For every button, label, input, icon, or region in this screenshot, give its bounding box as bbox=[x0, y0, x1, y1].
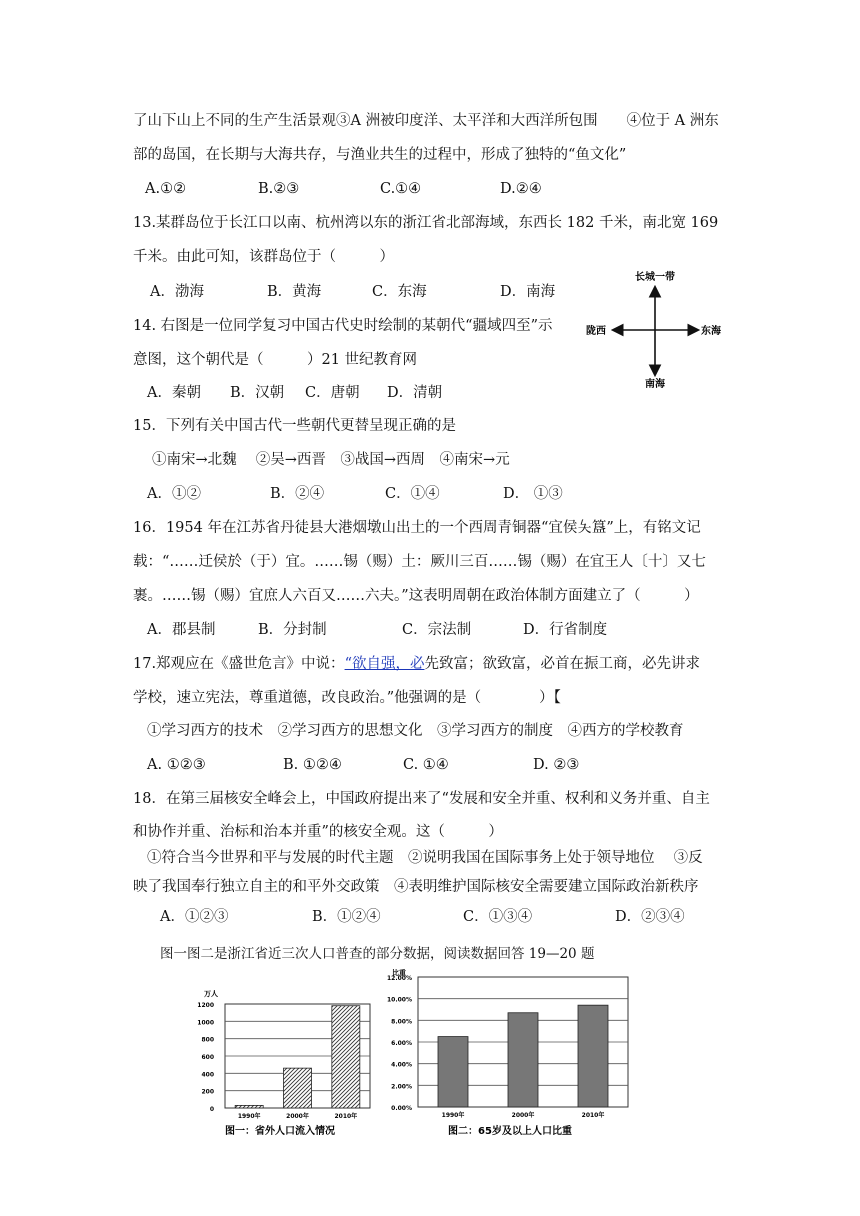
q12-option-c: C.①④ bbox=[380, 181, 422, 197]
q14-option-c: C．唐朝 bbox=[305, 385, 360, 401]
x-tick-label: 1990年 bbox=[441, 1112, 465, 1119]
x-tick-label: 2000年 bbox=[511, 1112, 535, 1119]
y-tick-label: 1200 bbox=[197, 1002, 214, 1009]
q16-stem-line-1: 16．1954 年在江苏省丹徒县大港烟墩山出土的一个西周青铜器“宜侯夨簋”上，有铭文记 bbox=[133, 520, 701, 536]
y-axis-label: 比重 bbox=[392, 969, 406, 977]
q17-choices: ①学习西方的技术 ②学习西方的思想文化 ③学习西方的制度 ④西方的学校教育 bbox=[147, 723, 684, 739]
figure-intro: 图一图二是浙江省近三次人口普查的部分数据，阅读数据回答 19—20 题 bbox=[160, 946, 595, 962]
q16-option-d: D．行省制度 bbox=[523, 622, 608, 638]
q14-option-b: B．汉朝 bbox=[230, 385, 285, 401]
compass-label-south: 南海 bbox=[645, 379, 665, 390]
x-tick-label: 2010年 bbox=[334, 1113, 358, 1120]
q12-option-b: B.②③ bbox=[258, 181, 300, 197]
q13-option-a: A．渤海 bbox=[150, 284, 204, 300]
q18-choices-line-1: ①符合当今世界和平与发展的时代主题 ②说明我国在国际事务上处于领导地位 ③反 bbox=[147, 850, 703, 866]
q13-option-c: C．东海 bbox=[372, 284, 427, 300]
y-tick-label: 1000 bbox=[197, 1019, 214, 1027]
y-tick-label: 12.00% bbox=[387, 975, 412, 982]
q13-option-d: D．南海 bbox=[500, 284, 556, 300]
q17-option-d: D. ②③ bbox=[533, 757, 580, 773]
y-tick-label: 10.00% bbox=[387, 996, 412, 1004]
q18-option-b: B．①②④ bbox=[312, 909, 381, 925]
bar-2000年 bbox=[508, 1013, 538, 1107]
q18-option-a: A．①②③ bbox=[160, 909, 229, 925]
q13-stem-line-1: 13.某群岛位于长江口以南、杭州湾以东的浙江省北部海域，东西长 182 千米，南北宽 169 bbox=[133, 215, 719, 231]
y-tick-label: 8.00% bbox=[391, 1018, 412, 1026]
y-tick-label: 4.00% bbox=[391, 1061, 412, 1069]
y-tick-label: 600 bbox=[201, 1054, 214, 1061]
q18-option-d: D．②③④ bbox=[615, 909, 685, 925]
q12-text-line-1: 了山下山上不同的生产生活景观③A 洲被印度洋、太平洋和大西洋所包围 ④位于 A 洲东 bbox=[133, 113, 719, 129]
q12-option-d: D.②④ bbox=[500, 181, 542, 197]
chart-inflow-population bbox=[190, 965, 390, 1145]
bar-2010年 bbox=[332, 1006, 360, 1108]
y-tick-label: 400 bbox=[201, 1071, 214, 1079]
q16-stem-line-2: 载：“……迁侯於（于）宜。……锡（赐）土：厥川三百……锡（赐）在宜王人〔十〕又七 bbox=[133, 554, 706, 570]
q18-stem-line-2: 和协作并重、治标和治本并重”的核安全观。这（ ） bbox=[133, 824, 503, 840]
q17-quote-link[interactable]: “欲自强，必 bbox=[344, 656, 425, 672]
q15-stem: 15．下列有关中国古代一些朝代更替呈现正确的是 bbox=[133, 418, 456, 434]
q17-option-a: A. ①②③ bbox=[147, 757, 206, 773]
q15-option-b: B．②④ bbox=[270, 486, 325, 502]
q17-prefix: 17.郑观应在《盛世危言》中说： bbox=[133, 656, 345, 672]
y-axis-label: 万人 bbox=[204, 990, 218, 998]
q18-choices-line-2: 映了我国奉行独立自主的和平外交政策 ④表明维护国际核安全需要建立国际政治新秩序 bbox=[133, 879, 699, 895]
q14-option-a: A．秦朝 bbox=[147, 385, 201, 401]
q18-stem-line-1: 18．在第三届核安全峰会上，中国政府提出来了“发展和安全并重、权利和义务并重、自主 bbox=[133, 791, 710, 807]
q18-option-c: C．①③④ bbox=[463, 909, 533, 925]
territory-compass-diagram bbox=[582, 268, 732, 393]
q17-option-b: B. ①②④ bbox=[283, 757, 342, 773]
compass-label-north: 长城一带 bbox=[635, 272, 675, 283]
q17-stem-line-1 bbox=[133, 654, 700, 674]
q13-stem-line-2: 千米。由此可知，该群岛位于（ ） bbox=[133, 249, 394, 265]
q12-text-line-2: 部的岛国，在长期与大海共存，与渔业共生的过程中，形成了独特的“鱼文化” bbox=[133, 147, 627, 163]
x-tick-label: 1990年 bbox=[237, 1113, 261, 1120]
y-tick-label: 200 bbox=[201, 1088, 214, 1096]
chart-title: 图一：省外人口流入情况 bbox=[225, 1126, 335, 1137]
q16-option-c: C．宗法制 bbox=[402, 622, 472, 638]
x-tick-label: 2000年 bbox=[286, 1113, 309, 1120]
x-tick-label: 2010年 bbox=[581, 1112, 605, 1119]
y-tick-label: 6.00% bbox=[391, 1040, 412, 1047]
q16-option-b: B．分封制 bbox=[258, 622, 327, 638]
chart-elderly-share bbox=[370, 965, 635, 1145]
bar-1990年 bbox=[438, 1037, 468, 1107]
q16-stem-line-3: 裹。……锡（赐）宜庶人六百又……六夫。”这表明周朝在政治体制方面建立了（ ） bbox=[133, 588, 699, 604]
y-tick-label: 0.00% bbox=[391, 1105, 412, 1112]
y-tick-label: 800 bbox=[201, 1036, 214, 1044]
y-tick-label: 2.00% bbox=[391, 1083, 412, 1091]
q15-option-d: D． ①③ bbox=[503, 486, 563, 502]
q12-option-a: A.①② bbox=[145, 181, 187, 197]
bar-2000年 bbox=[284, 1068, 312, 1108]
q16-option-a: A．郡县制 bbox=[147, 622, 216, 638]
q17-suffix: 先致富；欲致富，必首在振工商，必先讲求 bbox=[424, 656, 700, 672]
q13-option-b: B．黄海 bbox=[267, 284, 322, 300]
y-tick-label: 0 bbox=[209, 1106, 214, 1113]
bar-1990年 bbox=[235, 1105, 263, 1108]
q17-stem-line-2: 学校，速立宪法，尊重道德，改良政治。”他强调的是（ ）【 bbox=[133, 690, 561, 706]
q14-stem-line-2: 意图，这个朝代是（ ）21 世纪教育网 bbox=[133, 352, 418, 368]
q14-stem-line-1: 14. 右图是一位同学复习中国古代史时绘制的某朝代“疆域四至”示 bbox=[133, 318, 553, 334]
q17-option-c: C. ①④ bbox=[403, 757, 449, 773]
compass-label-east: 东海 bbox=[701, 326, 721, 337]
q15-choices: ①南宋→北魏 ②吴→西晋 ③战国→西周 ④南宋→元 bbox=[152, 452, 510, 468]
chart-title: 图二：65岁及以上人口比重 bbox=[448, 1126, 572, 1137]
q15-option-c: C．①④ bbox=[385, 486, 440, 502]
q15-option-a: A．①② bbox=[147, 486, 201, 502]
compass-label-west: 陇西 bbox=[586, 326, 606, 337]
q14-option-d: D．清朝 bbox=[387, 385, 443, 401]
bar-2010年 bbox=[578, 1005, 608, 1107]
